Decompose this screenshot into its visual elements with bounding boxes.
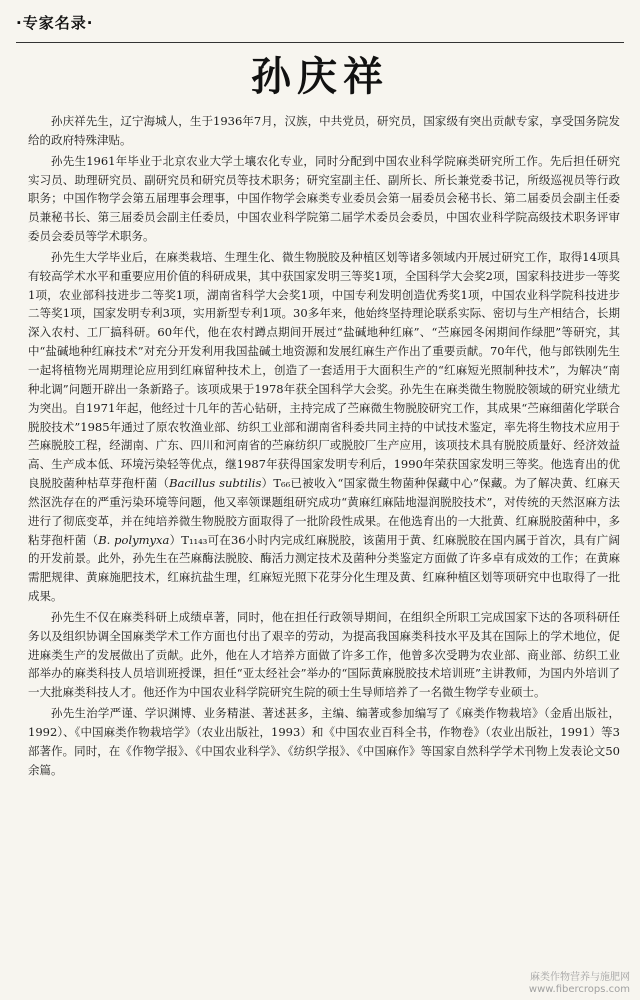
paragraph-publications: 孙先生治学严谨、学识渊博、业务精湛、著述甚多，主编、编著或参加编写了《麻类作物栽培》（金盾出版社，1992）、《中国麻类作物栽培学》（农业出版社，1993）和《中国农业百科全书，作物卷》（农业出版社，1991）等3部著作。同时，在《作物学报》、《中国农业科学》、《纺织学报》、《中国麻作》等国家自然科学学术刊物上发表论文50余篇。	[28, 706, 620, 777]
article-body	[28, 112, 620, 782]
watermark-name: 麻类作物营养与施肥网	[530, 972, 630, 983]
header-rule	[16, 42, 624, 43]
watermark-url: www.fibercrops.com	[528, 984, 630, 995]
paragraph-career: 孙先生1961年毕业于北京农业大学土壤农化专业，同时分配到中国农业科学院麻类研究所工作。先后担任研究实习员、助理研究员、副研究员和研究员等技术职务；研究室副主任、副所长、所长兼党委书记，所级巡视员等行政职务；中国作物学会第五届理事会理事，中国作物学会麻类专业委员会第一届委员会秘书长、第二届委员会副主任委员兼秘书长、第三届委员会副主任委员，中国农业科学院第二届学术委员会委员，中国农业科学院高级技术职务评审委员会委员等学术职务。	[28, 153, 620, 244]
paragraph-leadership: 孙先生不仅在麻类科研上成绩卓著，同时，他在担任行政领导期间，在组织全所职工完成国家下达的各项科研任务以及组织协调全国麻类学术工作方面也付出了艰辛的劳动，为提高我国麻类科技水平及其在国际上的学术地位，促进麻类生产的发展做出了贡献。此外，他在人才培养方面做了许多工作，他曾多次受聘为农业部、商业部、纺织工业部举办的麻类科技人员培训班授课，担任“亚太经社会”举办的“国际黄麻脱胶技术培训班”主讲教师，为国内外培训了一大批麻类科技人才。他还作为中国农业科学院研究生院的硕士生导师培养了一名微生物学专业硕士。	[28, 609, 620, 700]
site-watermark	[529, 972, 630, 996]
paragraph-intro: 孙庆祥先生，辽宁海城人，生于1936年7月，汉族，中共党员，研究员，国家级有突出贡献专家，享受国务院发给的政府特殊津贴。	[28, 114, 620, 147]
section-tag: ·专家名录·	[16, 14, 94, 32]
page-title: 孙庆祥	[251, 53, 389, 100]
paragraph-research: 孙先生大学毕业后，在麻类栽培、生理生化、微生物脱胶及种植区划等诸多领域内开展过研究工作，取得14项具有较高学术水平和重要应用价值的科研成果，其中获国家发明三等奖1项，全国科学大会奖2项，国家科技进步一等奖1项，农业部科技进步二等奖1项，湖南省科学大会奖1项，中国专利发明创造优秀奖1项，中国农业科学院科技进步二等奖1项，国家发明专利3项，实用新型专利1项。30多年来，他始终坚持理论联系实际、密切与生产相结合，长期深入农村、工厂搞科研。60年代，他在农村蹲点期间开展过“盐碱地种红麻”、“苎麻园冬闲期间作绿肥”等研究，其中“盐碱地种红麻技术”对充分开发利用我国盐碱土地资源和发展红麻生产作出了重要贡献。70年代，他与郎铁刚先生一起将植物光周期理论应用到红麻留种技术上，创造了一套适用于大面积生产的“红麻短光照制种技术”，为解决“南种北调”问题开辟出一条新路子。该项成果于1978年获全国科学大会奖。孙先生在麻类微生物脱胶领域的研究业绩尤为突出。自1971年起，他经过十几年的苦心钻研，主持完成了苎麻微生物脱胶研究工作，其成果“苎麻细菌化学联合脱胶技术”1985年通过了原农牧渔业部、纺织工业部和湖南省科委共同主持的中试技术鉴定，率先将生物技术应用于苎麻脱胶工程，经湖南、广东、四川和河南省的苎麻纺织厂或脱胶厂生产应用，该项技术具有脱胶质量好、经济效益高、生产成本低、环境污染轻等优点，继1987年获得国家发明专利后，1990年荣获国家发明三等奖。他选育出的优良脱胶菌种枯草芽孢杆菌（Bacillus subtilis）T₆₆已被收入“国家微生物菌种保藏中心”保藏。为了解决黄、红麻天然沤洗存在的严重污染环境等问题，他又率领课题组研究成功“黄麻红麻陆地湿润脱胶技术”，对传统的天然沤麻方法进行了彻底变革，并在纯培养微生物脱胶方面取得了一批阶段性成果。在他选育出的一大批黄、红麻脱胶菌种中，多粘芽孢杆菌（B. polymyxa）T₁₁₄₃可在36小时内完成红麻脱胶，该菌用于黄、红麻脱胶在国内属于首次，具有广阔的开发前景。此外，孙先生在苎麻酶法脱胶、酶活力测定技术及菌种分类鉴定方面做了许多卓有成效的工作；在黄麻需肥规律、黄麻施肥技术，红麻抗盐生理，红麻短光照下花芽分化生理及黄、红麻种植区划等项研究中也取得了一批成果。	[28, 249, 620, 604]
